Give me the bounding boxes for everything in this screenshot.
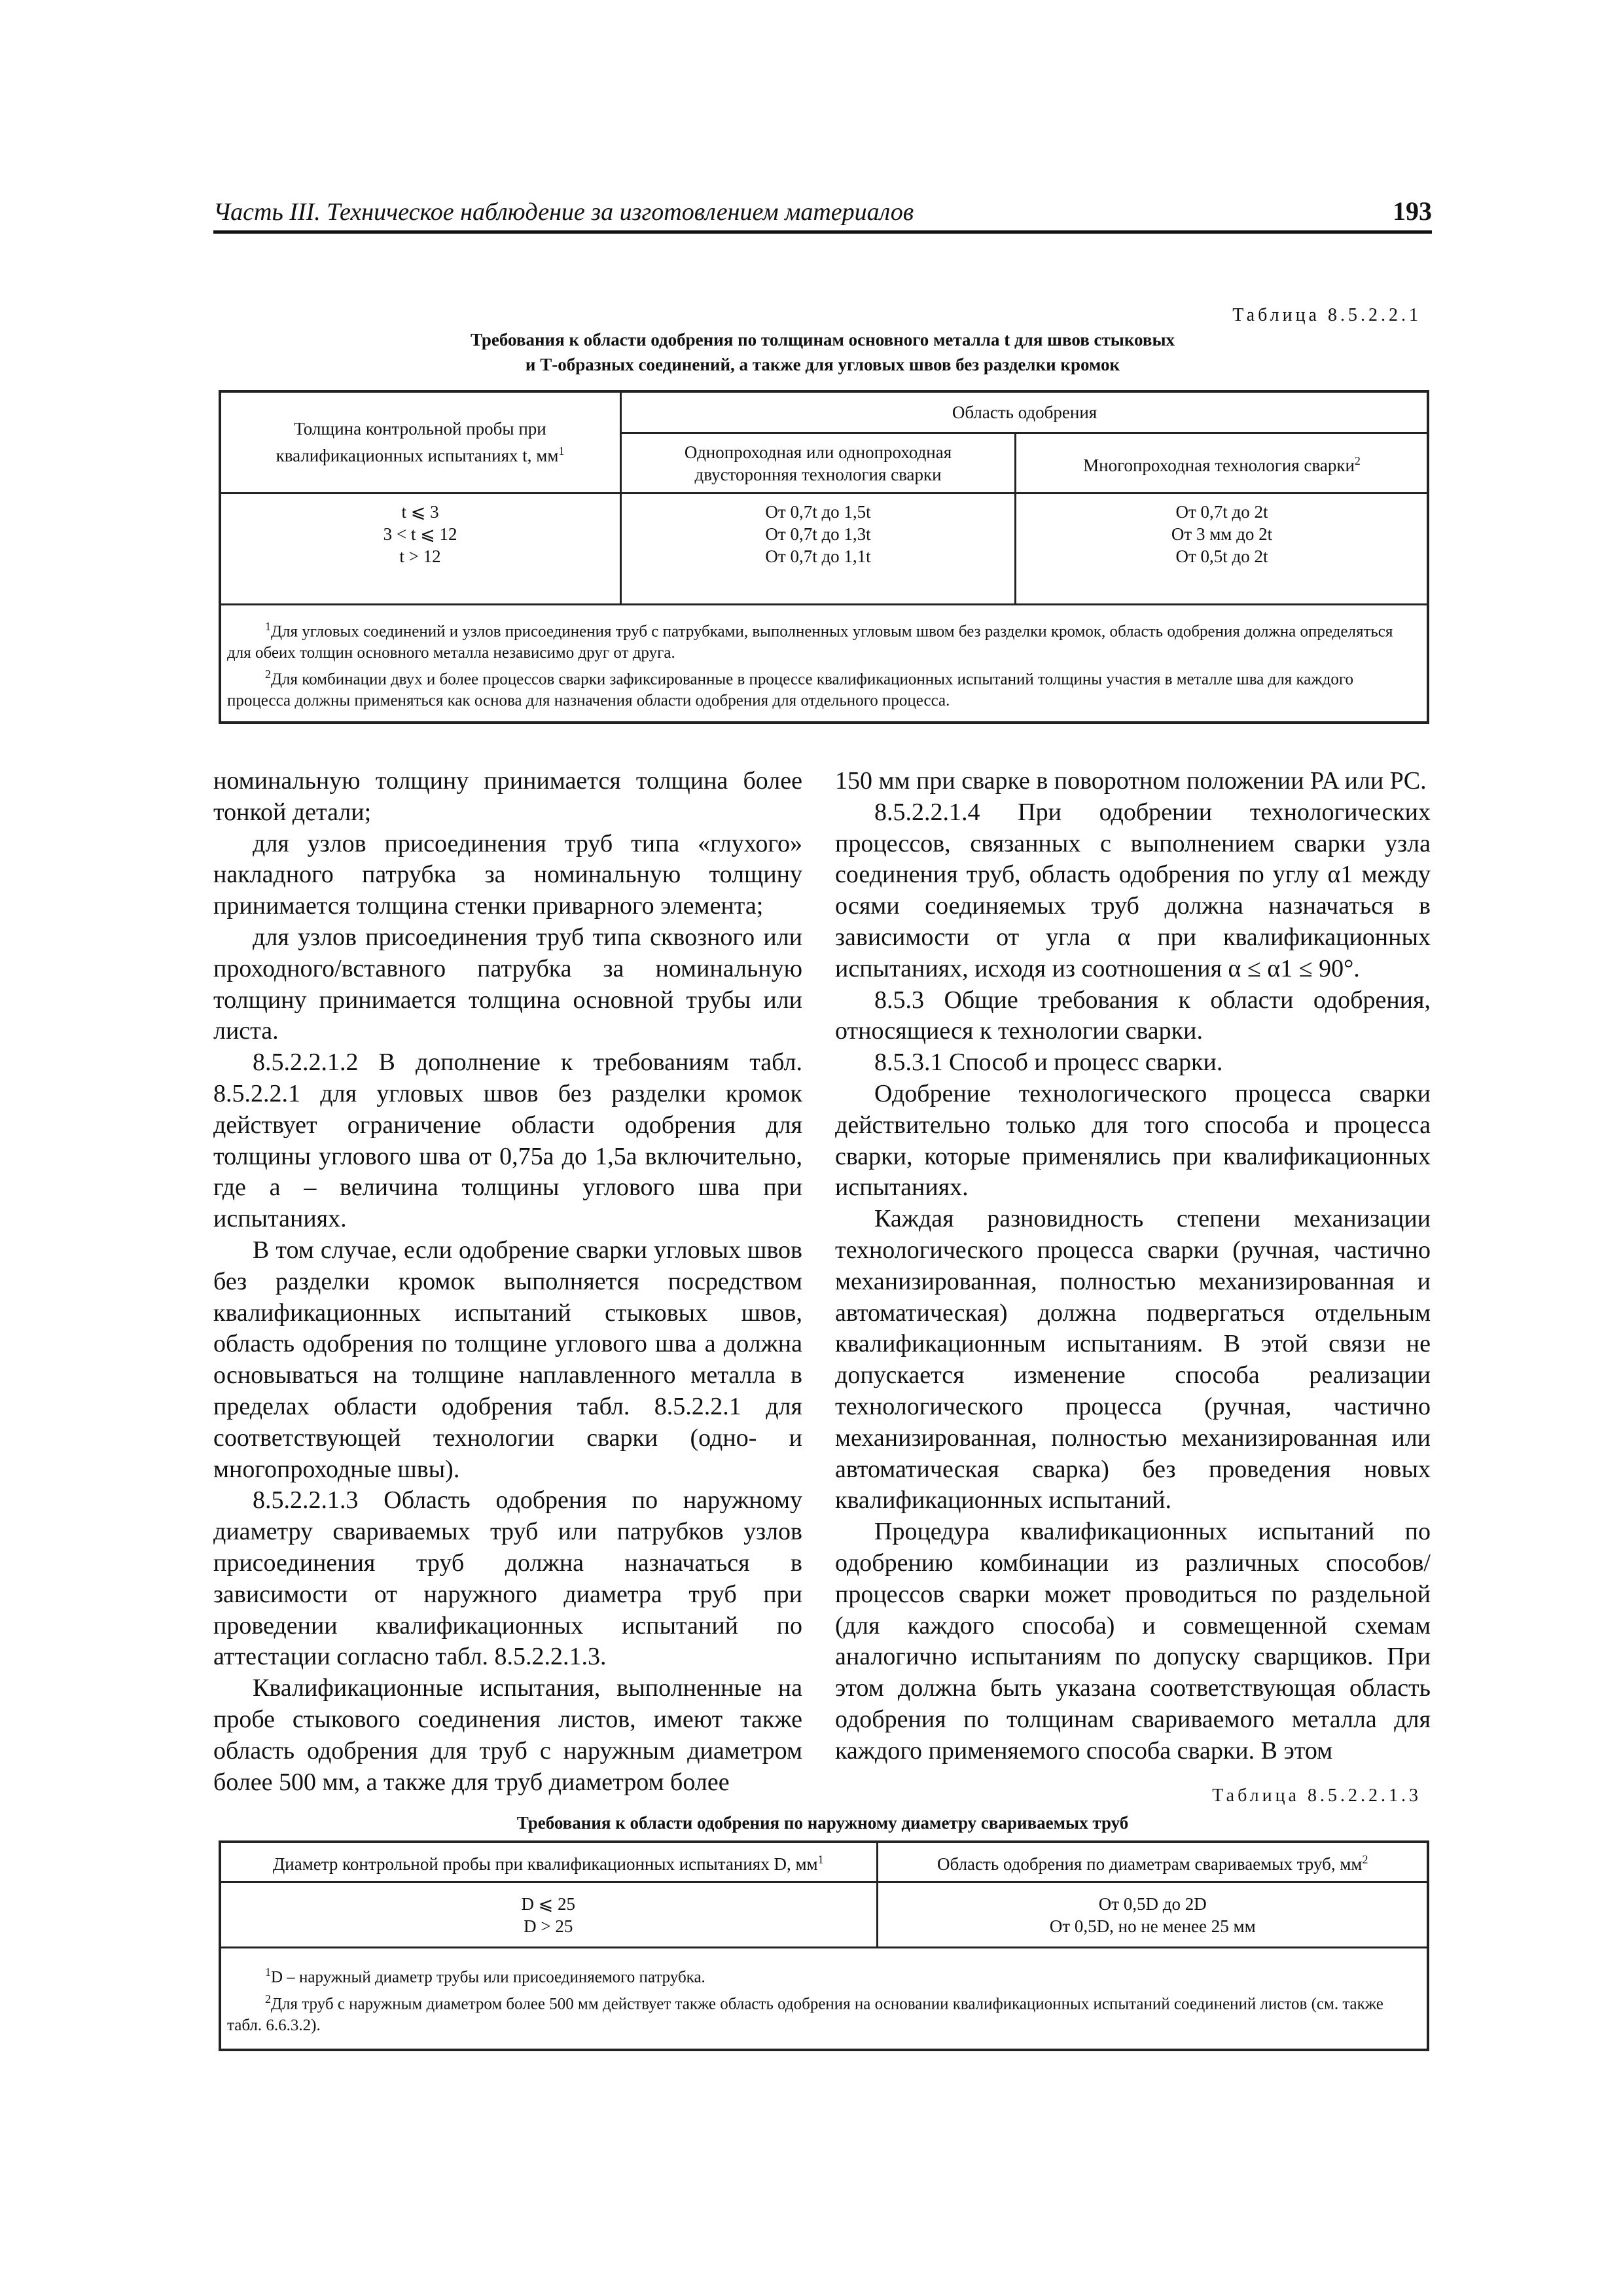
table1-area-header: Область одобрения: [621, 391, 1429, 433]
table1-header-row: [220, 391, 1429, 433]
paragraph: 8.5.2.2.1.3 Область одобрения по наружному диаметру свариваемых труб или патрубков узлов присоединения труб должна назначаться в зависимости от наружного диаметра труб при проведении квалификационных испытаний по аттестации согласно табл. 8.5.2.2.1.3.: [213, 1486, 802, 1671]
table2-label: Таблица 8.5.2.2.1.3: [1212, 1785, 1421, 1806]
paragraph: для узлов присоединения труб типа «глухого» накладного патрубка за номинальную толщину принимается толщина стенки приварного элемента;: [213, 829, 802, 920]
table2-header-row: [220, 1842, 1429, 1882]
table1-sub2-header: Многопроходная технология сварки$^2$: [1016, 433, 1429, 493]
paragraph: номинальную толщину принимается толщина более тонкой детали;: [213, 767, 802, 826]
table2-notes: [220, 1948, 1429, 2051]
table2-col1-header: Диаметр контрольной пробы при квалификационных испытаниях D, $мм^1$: [220, 1842, 878, 1882]
table1-single-cell: От 0,7t до 1,5t От 0,7t до 1,3t От 0,7t до 1,1t: [621, 493, 1016, 605]
table2-caption: Требования к области одобрения по наружному диаметру свариваемых труб: [516, 1813, 1129, 1833]
left-column: [213, 766, 802, 1798]
paragraph: Квалификационные испытания, выполненные на пробе стыкового соединения листов, имеют также область одобрения для труб с наружным диаметром более 500 мм, а также для труб диаметром более: [213, 1674, 802, 1796]
paragraph: для узлов присоединения труб типа сквозного или проходного/вставного патрубка за номинальную толщину принимается толщина основной трубы или листа.: [213, 923, 802, 1045]
table2: [219, 1840, 1429, 2051]
table2-diameter-cell: D ⩽ 25 D > 25: [220, 1882, 878, 1948]
table1-caption-line2: и Т-образных соединений, а также для угловых швов без разделки кромок: [525, 355, 1120, 374]
table1-col1-header: Толщина контрольной пробы при квалификационных испытаниях t, $мм^1$: [220, 391, 621, 493]
table1-sub1-header: Однопроходная или однопроходная двусторонняя технология сварки: [621, 433, 1016, 493]
paragraph: Каждая разновидность степени механизации технологического процесса сварки (ручная, частично механизированная, полностью механизированная и автоматическая) должна подвергаться отдельным квалификационным испытаниям. В этой связи не допускается изменение способа реализации технологического процесса (ручная, частично механизированная, полностью механизированная или автоматическая сварка) без проведения новых квалификационных испытаний.: [835, 1205, 1431, 1515]
paragraph: 150 мм при сварке в поворотном положении PA или PC.: [835, 767, 1427, 795]
page-number: 193: [1393, 196, 1432, 226]
paragraph: 8.5.3 Общие требования к области одобрения, относящиеся к технологии сварки.: [835, 986, 1431, 1045]
table1-thickness-cell: t ⩽ 3 3 < t ⩽ 12 t > 12: [220, 493, 621, 605]
table2-range-cell: От 0,5D до 2D От 0,5D, но не менее 25 мм: [877, 1882, 1428, 1948]
running-header: [213, 196, 1432, 234]
table1: [219, 390, 1429, 724]
table2-col2-header: Область одобрения по диаметрам свариваемых труб, $мм^2$: [877, 1842, 1428, 1882]
table1-notes-row: [220, 605, 1429, 723]
paragraph: 8.5.3.1 Способ и процесс сварки.: [874, 1049, 1223, 1077]
paragraph: Одобрение технологического процесса сварки действительно только для того способа и процесса сварки, которые применялись при квалификационных испытаниях.: [835, 1079, 1431, 1202]
table1-notes: [220, 605, 1429, 723]
table2-note1: $^1$D – наружный диаметр трубы или присоединяемого патрубка.: [265, 1965, 705, 1986]
right-column: [835, 766, 1431, 1767]
table1-label: Таблица 8.5.2.2.1: [1232, 305, 1421, 325]
paragraph: 8.5.2.2.1.2 В дополнение к требованиям табл. 8.5.2.2.1 для угловых швов без разделки кромок действует ограничение области одобрения для толщины углового шва от 0,75a до 1,5a включительно, где a – величина толщины углового шва при испытаниях.: [213, 1049, 802, 1233]
running-title: Часть III. Техническое наблюдение за изготовлением материалов: [213, 198, 914, 226]
table-row: [220, 1882, 1429, 1948]
table1-note2: $^2$Для комбинации двух и более процессов сварки зафиксированные в процессе квалификационных испытаний толщины участия в металле шва для каждого процесса должны применяться как основа для назначения области одобрения для отдельного процесса.: [227, 668, 1353, 710]
paragraph: Процедура квалификационных испытаний по одобрению комбинации из различных способов/процессов сварки может проводиться по раздельной (для каждого способа) и совмещенной схемам аналогично испытаниям по допуску сварщиков. При этом должна быть указана соответствующая область одобрения по толщинам свариваемого металла для каждого применяемого способа сварки. В этом: [835, 1518, 1431, 1765]
table-row: [220, 493, 1429, 605]
table2-notes-row: [220, 1948, 1429, 2051]
table1-note1: $^1$Для угловых соединений и узлов присоединения труб с патрубками, выполненных угловым швом без разделки кромок, область одобрения должна определяться для обеих толщин основного металла независимо друг от друга.: [227, 619, 1393, 662]
table1-multi-cell: От 0,7t до 2t От 3 мм до 2t От 0,5t до 2t: [1016, 493, 1429, 605]
paragraph: В том случае, если одобрение сварки угловых швов без разделки кромок выполняется посредством квалификационных испытаний стыковых швов, область одобрения по толщине углового шва a должна основываться на толщине наплавленного металла в пределах области одобрения табл. 8.5.2.2.1 для соответствующей технологии сварки (одно- и многопроходные швы).: [213, 1236, 802, 1483]
table1-caption-line1: Требования к области одобрения по толщинам основного металла t для швов стыковых: [470, 330, 1175, 350]
table2-note2: $^2$Для труб с наружным диаметром более 500 мм действует также область одобрения на основании квалификационных испытаний соединений листов (см. также табл. 6.6.3.2).: [227, 1992, 1383, 2034]
paragraph: 8.5.2.2.1.4 При одобрении технологических процессов, связанных с выполнением сварки узла соединения труб, область одобрения по углу α1 между осями соединяемых труб должна назначаться в зависимости от угла α при квалификационных испытаниях, исходя из соотношения α ≤ α1 ≤ 90°.: [835, 798, 1431, 982]
table1-caption: [213, 327, 1432, 377]
